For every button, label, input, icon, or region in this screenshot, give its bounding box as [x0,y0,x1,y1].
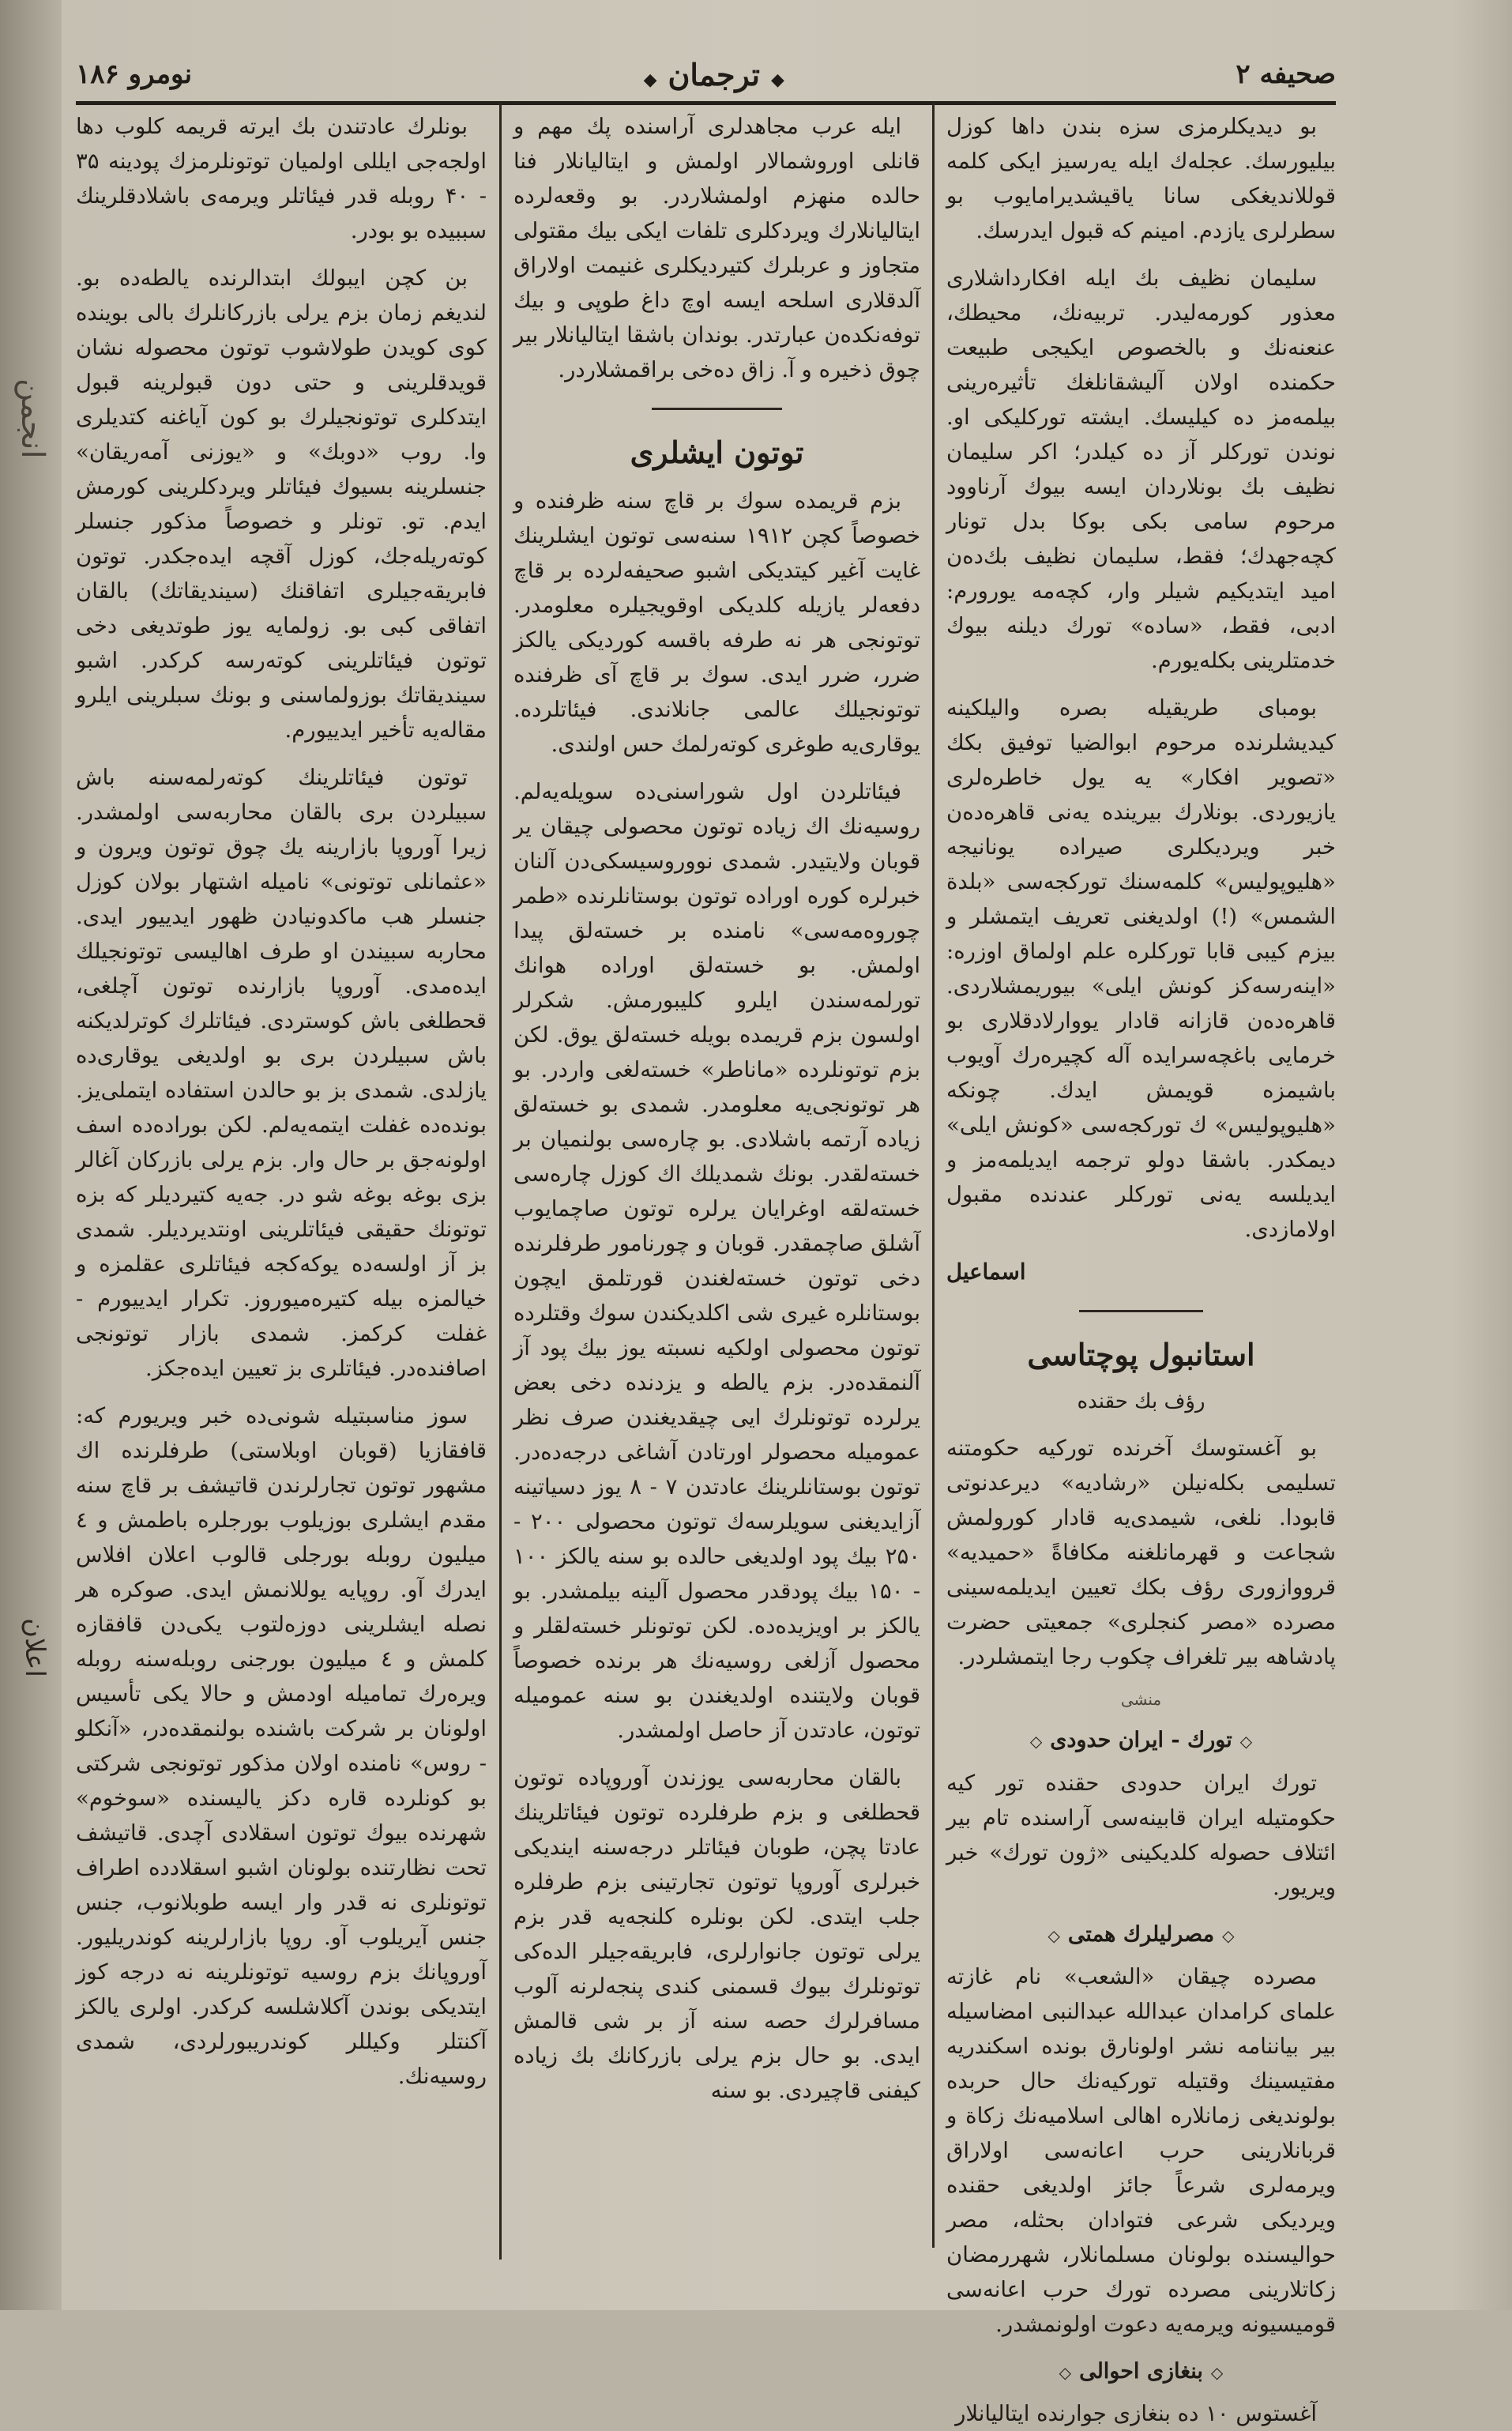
handwritten-note: منشی [1120,1690,1162,1710]
article-paragraph: تورك ایران حدودی حقنده تور کیه حکومتیله ایران قابینه‌سی آراسنده تام بیر ائتلاف حصوله کلدیکینی «ژون تورك» خبر ویریور. [946,1770,1336,1900]
news-subhead: ◇ بنغازی احوالی ◇ [946,2354,1336,2388]
news-subhead: ◇ مصرلیلرك همتی ◇ [946,1917,1336,1951]
newspaper-title: ◆ ترجمان ◆ [633,57,795,92]
news-subhead: ◇ تورك - ایران حدودی ◇ [946,1723,1336,1757]
page-number: صحیفه ۲ [1236,58,1336,90]
article-paragraph: توتون فیئاتلرینك کوته‌رلمه‌سنه باش سبیلردن بری بالقان محاربه‌سی اولمشدر. زیرا آوروپا بازارینه یك چوق توتون ویرون و «عثمانلی توتونی» نامیله اشتهار بولان کوزل جنسلر هب ماکدونیادن ظهور ایدییور ایدی. محاربه سبیندن او طرف اهالیسی توتونجیلك ایده‌مدی. آوروپا بازارنده توتون آچلغی، قحطلغی باش کوستردی. فیئاتلرك کوترلدیکنه باش سبیلردن بری بو اولدیغی یوقاری‌ده یازلدی. شمدی بز بو حالدن استفاده ایتملی‌یز. بونده‌ده غفلت ایتمه‌یه‌لم. لکن بوراده‌ده اسف اولونه‌جق بر حال وار. بزم یرلی بازرکان آغالر بزی بوغه بوغه شو در. جه‌یه کتیردیلر که بزه توتونك حقیقی فیئاتلرینی اونتدیردیلر. شمدی بز آز اولسه‌ده یوکه‌کجه فیئاتلری عقلمزه و خیالمزه بیله کتیره‌میوروز. تکرار ایدییورم - غفلت کرکمز. شمدی بازار توتونجی اصافنده‌در. فیئاتلری بز تعیین ایده‌جکز. [76,765,487,1381]
article-paragraph: بالقان محاربه‌سی یوزندن آوروپاده توتون قحطلغی و بزم طرفلرده توتون فیئاتلرینك عادتا پچن، طوبان فیئاتلر درجه‌سنه ایندیکی خبرلری آوروپا توتون تجارتینی بزم طرفلره جلب ایتدی. لکن بونلره کلنجه‌یه قدر بزم یرلی توتون جانوارلری، فابریقه‌جیلر الده‌کی توتونلرك بیوك قسمنی کندی پنجه‌لرنه آلوب مسافرلرك حصه سنه آز بر شی قالمش ایدی. بو حال بزم یرلی بازرکانك بك زیاده کیفنی قاچیردی. بو سنه [513,1764,920,2103]
section-separator [1079,1310,1204,1312]
margin-stamp-top: انجمن [14,378,51,459]
article-paragraph: بن کچن ایبولك ابتدالرنده یالطه‌ده بو. لندیغم زمان بزم یرلی بازرکانلرك بالی بوینده کوی کویدن طولاشوب توتون محصوله نشان قویدقلرینی و حتی دون قبولرینه قبول ایتدکلری توتونجیلرك بو کون آیاغنه کتدیلری وا. روب «دوبك» و «یوزنی آمه‌ریقان» جنسلرینه بسیوك فیئاتلر ویردکلرینی کورمش ایدم. تو. تونلر و خصوصاً مذکور جنسلر کوته‌ریله‌جك، کوزل آقچه ایده‌جکدر. توتون فابریقه‌جیلری اتفاقنك (سیندیقاتك) بالقان اتفاقی کبی بو. زولمایه یوز طوتدیغی دخی توتون فیئاتلرینی کوته‌رسه کرکدر. اشبو سیندیقاتك بوزولماسنی و بونك سبلرینی ایلرو مقاله‌یه تأخیر ایدییورم. [76,265,487,743]
section-byline: رؤف بك حقنده [1077,1389,1205,1413]
section-title: توتون ایشلری [630,435,804,470]
section-title: استانبول پوچتاسی [1027,1337,1255,1372]
header-rule [76,101,1336,105]
article-paragraph: ایله عرب مجاهدلری آراسنده پك مهم و قانلی اوروشمالار اولمش و ایتالیانلار فنا حالده منهزم اولمشلاردر. بو وقعه‌لرده ایتالیانلارك ویردکلری تلفات ایکی بیك مقتولی متجاوز و عربلرك کتیردیکلری غنیمت اولاراق آلدقلاری اسلحه ایسه اوچ داغ طوپی و بیك توفه‌نکده‌ن عبارتدر. بوندان باشقا ایتالیانلار بیر چوق ذخیره و آ. زاق ده‌خی براقمشلاردر. [513,114,920,382]
binding-margin [0,0,62,2310]
article-paragraph: مصرده چیقان «الشعب» نام غازته علمای کرامدان عبدالله عبدالنبی امضاسیله بیر بیاننامه نشر اولونارق بونده اسکندریه مفتیسینك وقتیله تورکیه‌نك حال حربده بولوندیغی زمانلاره اهالی اسلامیه‌نك زکاة و قربانلارینی حرب اعانه‌سی اولاراق ویرمه‌لری شرعاً جائز اولدیغی حقنده ویردیکی شرعی فتوادان بحثله، مصر حوالیسنده بولونان مسلمانلار، شهررمضان زکاتلارینی مصرده تورك حرب اعانه‌سی قومیسیونه ویرمه‌یه دعوت اولونمشدر. [946,1963,1336,2337]
article-paragraph: سلیمان نظیف بك ایله افکارداشلاری معذور کورمه‌لیدر. تربیه‌نك، محیطك، عنعنه‌نك و بالخصوص ایکیجی طبیعت حکمنده اولان آلیشقانلغك تأثیره‌رینی بیلمه‌مز ده کیلیسك. ایشته تورکلیکی او. نوندن تورکلر آز ده کیلدر؛ اکر سلیمان نظیف بك بونلاردان ایسه بیوك آرناوود مرحوم سامی بکی بوکا بدل تونار کچه‌جهدك؛ فقط، سلیمان نظیف بك‌ده‌ن امید ایتدیکیم شیلر وار، کچه‌مه یورورم: ادبی، فقط، «ساده» تورك دیلنه بیوك خدمتلرینی بکله‌یورم. [946,265,1336,673]
column-left [76,109,487,2246]
article-paragraph: بونلرك عادتندن بك ایرته قریمه کلوب دها اولجه‌جی ایللی اولمیان توتونلرمزك پودینه ۳۵ - ۴۰ روبله قدر فیئاتلر ویرمه‌ی باشلادقلرینك سببیده بو بودر. [76,114,487,243]
author-signature: اسماعیل [946,1259,1026,1285]
column-divider-right [932,103,935,2248]
page-header [76,47,1336,101]
article-paragraph: بومبای طریقیله بصره والیلکینه کیدیشلرنده مرحوم ابوالضیا توفیق بکك «تصویر افکار» یه یول خاطره‌لری یازیوردی. بونلارك بیرینده یه‌نی قاهره‌ده‌ن خبر ویردیکلری صیراده یونانیجه «هلیوپولیس» کلمه‌سنك تورکجه‌سی «بلدة الشمس» (!) اولدیغنی تعریف ایتمشلر و بیزم کیبی قابا تورکلره علم اولماق اوزره: «اینه‌رسه‌کز کونش ایلی» بیوریمشلاردی. قاهره‌ده‌ن قازانه قادار یووارلادقلاری بو خرمایی باغچه‌سرایده آله کچیره‌رك آویوب باشیمزه قویمش ایدك. چونکه «هلیوپولیس» ك تورکجه‌سی «کونش ایلی» دیمکدر. باشقا دولو ترجمه ایدیلمه‌مز و ایدیلسه یه‌نی تورکلر عندنده مقبول اولامازدی. [946,695,1336,1242]
article-paragraph: بو دیدیکلرمزی سزه بندن داها کوزل بیلیورسك. عجله‌ك ایله یه‌رسیز ایکی کلمه قوللاندیغکی سانا یاقیشدیرامایوب بو سطرلری یازدم. امینم که قبول ایدرسك. [946,114,1336,243]
issue-number: نومرو ۱۸۶ [76,58,193,90]
column-divider-left [499,103,502,2260]
margin-stamp-bottom: اعلان [19,1617,51,1677]
column-middle [513,109,920,2246]
column-right [946,109,1336,2426]
article-paragraph: آغستوس ۱۰ ده بنغازی جوارنده ایتالیانلار [955,2400,1317,2426]
article-paragraph: بو آغستوسك آخرنده تورکیه حکومتنه تسلیمی بکله‌نیلن «رشادیه» دیرعدنوتی قابودا. نلغی، شیمدی‌یه قادار کورولمش شجاعت و قهرمانلغنه مکافاةً «حمیدیه» قرووازوری رؤف بکك تعیین ایدیلمه‌سینی مصرده «مصر کنجلری» جمعیتی حضرت پادشاهه بیر تلغراف چکوب رجا ایتمشلردر. [946,1436,1336,1670]
article-paragraph: بزم قریمده سوك بر قاچ سنه ظرفنده و خصوصاً کچن ۱۹۱۲ سنه‌سی توتون ایشلرینك غایت آغیر کیتدیکی اشبو صحیفه‌لرده بر قاچ دفعه‌لر یازیله کلدیکی اوقویجیلره معلومدر. توتونجی هر نه طرفه باقسه کوردیکی یالکز ضرر، ضرر ایدی. سوك بر قاچ آی ظرفنده توتونجیلك عالمی جانلاندی. فیئاتلرده. یوقاری‌یه طوغری کوته‌رلمك حس اولندی. [513,487,921,757]
article-paragraph: سوز مناسبتیله شونی‌ده خبر ویریورم که: قافقازیا (قوبان اوبلاستی) طرفلرنده اك مشهور توتون تجارلرندن قاتیشف بر قاچ سنه مقدم ایشلری بوزیلوب بورجلره باطمش و ٤ میلیون روبله بورجلی قالوب اعلان افلاس ایدرك آو. روپایه یوللانمش ایدی. صوکره هر نصله ایشلرینی دوزه‌لتوب یکی‌دن قافقازه کلمش و ٤ میلیون بورجنی روبله‌سنه روبله ویره‌رك تمامیله اودمش و حالا یکی تأسیس اولونان بر شرکت باشنده بولنمقده‌در، «آنکلو - روس» نامنده اولان مذکور توتونجی شرکتی بو کونلرده قاره دکز یالیسنده «سوخوم» شهرنده بیوك توتون اسقلادی آچدی. قاتیشف تحت نظارتنده بولونان اشبو اسقلادده اطراف توتونلری نه قدر وار ایسه طوبلانوب، جنس جنس آیریلوب آو. روپا بازارلرینه کوندریلیور. آوروپانك بزم روسیه توتونلرینه نه درجه کوز ایتدیکی بوندن آکلاشلسه کرکدر. اولری یالکز آکنتلر وکیللر کوندریبورلردی، شمدی روسیه‌نك. [76,1403,487,2089]
article-paragraph: فیئاتلردن اول شوراسنی‌ده سویله‌یه‌لم. روسیه‌نك اك زیاده توتون محصولی چیقان یر قوبان ولایتیدر. شمدی نووروسیسکی‌دن آلنان خبرلره کوره اوراده توتون بوستانلرنده «طمر چوروه‌مه‌سی» نامنده بر خسته‌لق پیدا اولمش. بو خسته‌لق اوراده هوانك تورلمه‌سندن ایلرو کلیبورمش. شکرلر اولسون بزم قریمده بویله خسته‌لق یوق. لکن بزم توتونلرده «ماناطر» خسته‌لغی واردر. بو هر توتونجی‌یه معلومدر. شمدی بو خسته‌لق زیاده آرتمه باشلادی. بو چاره‌سی بولنمیان بر خسته‌لقدر. بونك شمدیلك اك کوزل چاره‌سی خسته‌لقه اوغرایان یرلره توتون صاچمایوب آشلق صاچمقدر. قوبان و چورنامور طرفلرنده دخی توتون خسته‌لغندن قورتلمق ایچون بوستانلره غیری شی اکلدیکندن سوك وقتلرده توتون محصولی اولکیه نسبته یوز بیك پود آز آلنمقده‌در. بزم یالطه و یزدنده دخی بعض یرلرده توتونلرك ایی چیقدیغندن صرف نظر عمومیله محصولر اورتادن آشاغی درجه‌ده‌در. توتون بوستانلرینك عادتدن ۷ - ۸ یوز دسیاتینه آزایدیغنی سویلرسه‌ك توتون محصولی ۲۰۰ - ۲۵۰ بیك پود اولدیغی حالده بو سنه یالکز ۱۰۰ - ۱۵۰ بیك پودقدر محصول آلینه بیلمشدر. بو یالکز بر اویزیده‌ده. لکن توتونلر خسته‌لقلر و محصول آزلغی روسیه‌نك هر برنده خصوصاً قوبان ولایتنده اولدیغندن بو سنه عمومیله توتون، عادتدن آز حاصل اولمشدر. [513,778,920,1743]
section-separator [652,408,782,410]
